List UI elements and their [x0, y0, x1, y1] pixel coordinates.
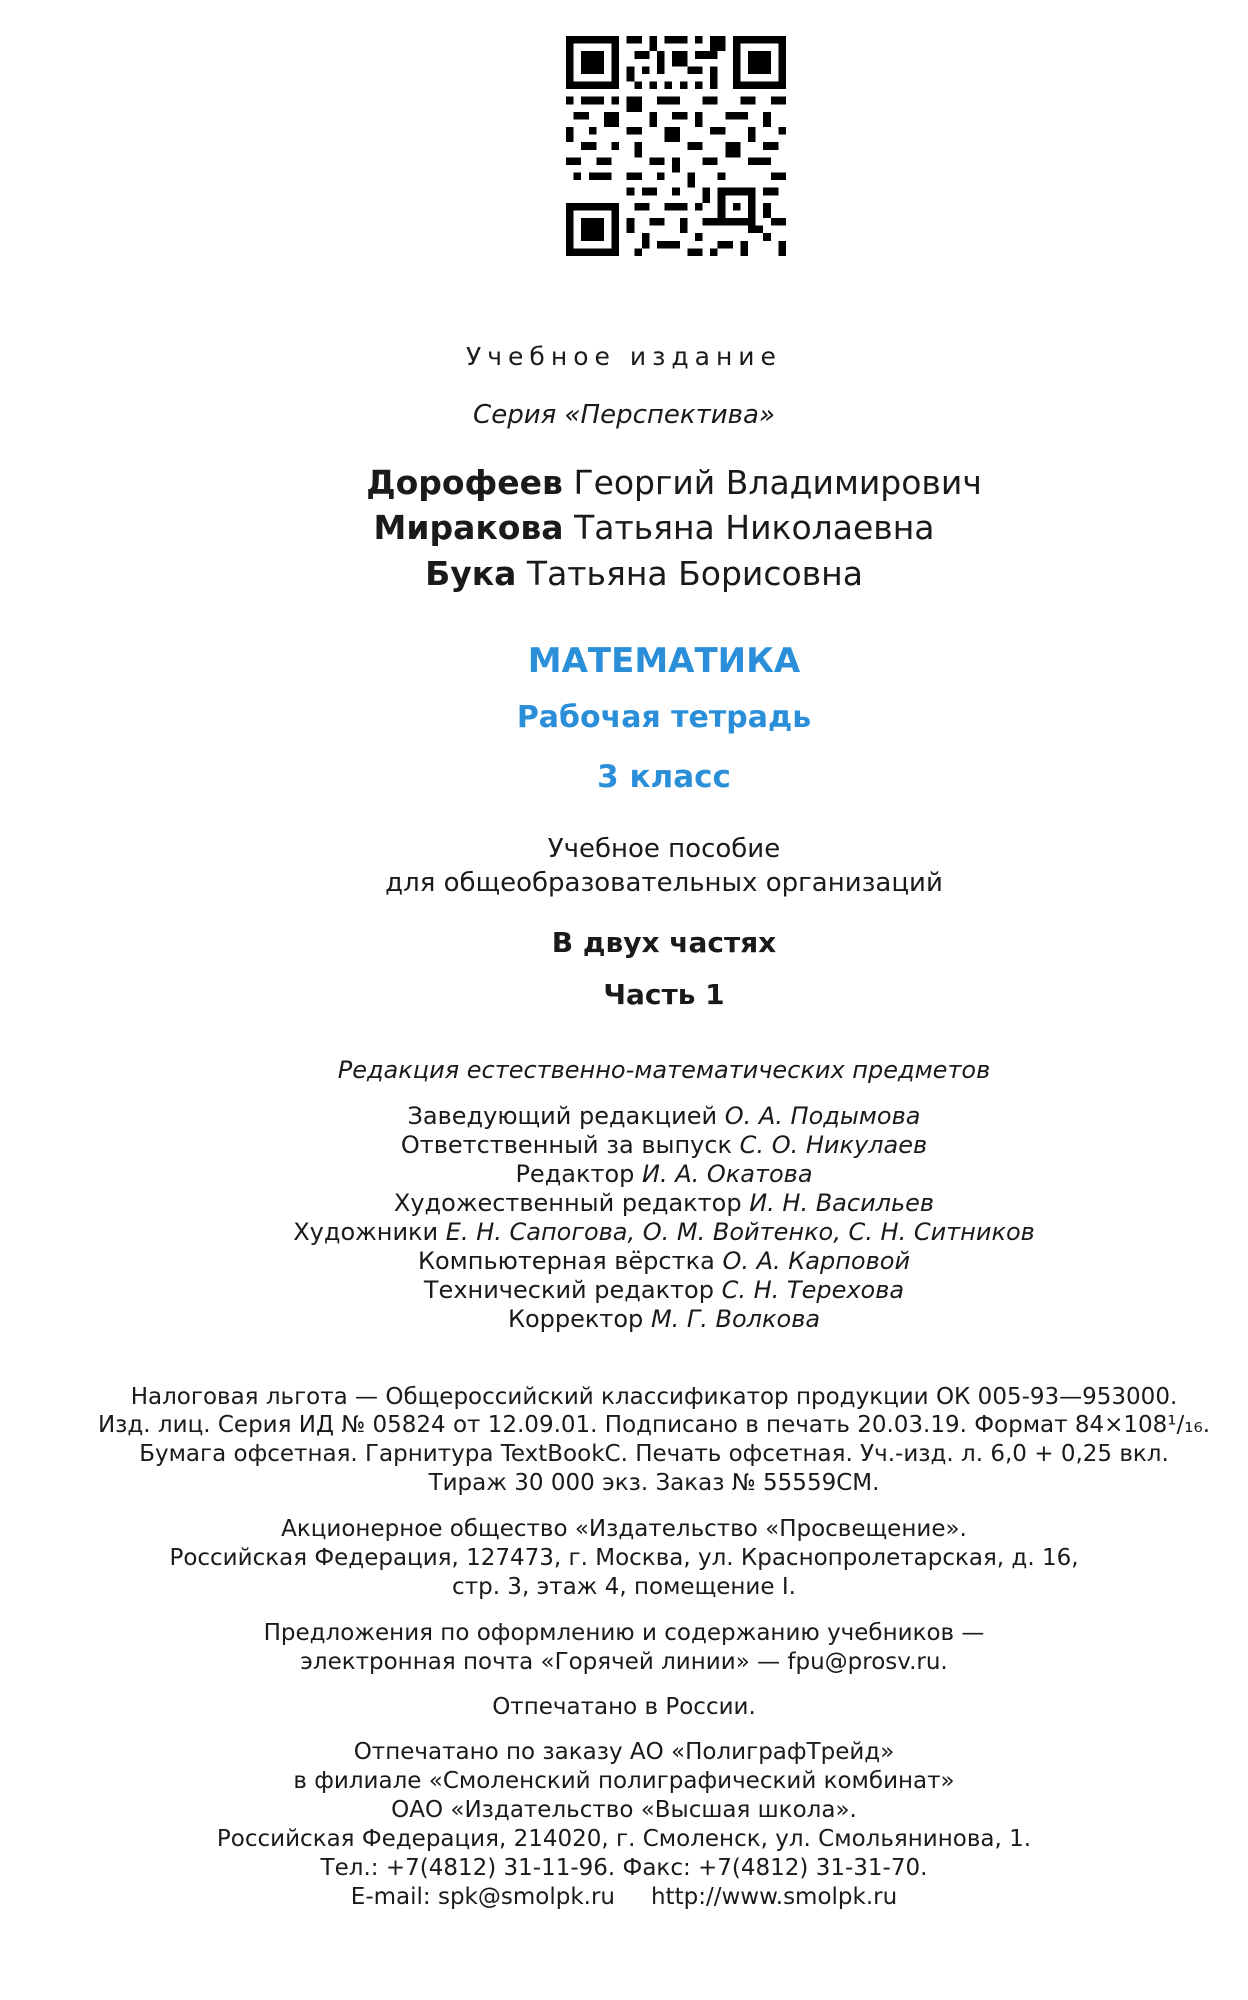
book-purpose-line-2: для общеобразовательных организаций: [385, 868, 943, 898]
book-part: Часть 1: [603, 978, 725, 1011]
credit-role: Компьютерная вёрстка: [417, 1247, 715, 1275]
credit-person: И. А. Окатова: [642, 1160, 813, 1188]
credit-line: [0, 1160, 1248, 1188]
proposals-email-line: электронная почта «Горячей линии» — fpu@prosv.ru.: [300, 1649, 948, 1675]
credit-role: Ответственный за выпуск: [400, 1131, 733, 1159]
credit-person: Е. Н. Сапогова, О. М. Войтенко, С. Н. Ситников: [445, 1218, 1035, 1246]
author-1: [0, 463, 1248, 502]
printer-order-line: Отпечатано по заказу АО «ПолиграфТрейд»: [353, 1739, 895, 1765]
book-grade: 3 класс: [597, 759, 731, 795]
book-title: МАТЕМАТИКА: [527, 641, 801, 681]
imprint-license-line: Изд. лиц. Серия ИД № 05824 от 12.09.01. Подписано в печать 20.03.19. Формат 84×108¹/₁₆.: [97, 1412, 1211, 1438]
printer-phone-line: Тел.: +7(4812) 31-11-96. Факс: +7(4812) 31-31-70.: [320, 1855, 928, 1881]
proposals-line: Предложения по оформлению и содержанию учебников —: [263, 1620, 985, 1646]
credit-person: О. А. Подымова: [724, 1102, 921, 1130]
credit-line: [0, 1276, 1248, 1304]
credit-role: Художники: [293, 1218, 439, 1246]
editorial-department: Редакция естественно-математических предметов: [337, 1056, 991, 1084]
edition-type: Учебное издание: [466, 342, 782, 371]
credit-person: С. Н. Терехова: [721, 1276, 905, 1304]
credit-role: Художественный редактор: [393, 1189, 742, 1217]
credit-role: Технический редактор: [423, 1276, 714, 1304]
book-subtitle: Рабочая тетрадь: [516, 700, 812, 735]
credit-person: И. Н. Васильев: [749, 1189, 935, 1217]
qr-code-icon[interactable]: [566, 34, 786, 258]
credit-line: [0, 1189, 1248, 1217]
credit-person: С. О. Никулаев: [739, 1131, 928, 1159]
printed-in-country: Отпечатано в России.: [492, 1694, 756, 1720]
credit-line: [0, 1218, 1248, 1246]
credit-line: [0, 1305, 1248, 1333]
printer-company-line: ОАО «Издательство «Высшая школа».: [391, 1797, 857, 1823]
credit-role: Редактор: [515, 1160, 635, 1188]
printer-contacts-line: [0, 1884, 1248, 1910]
author-surname: Бука: [425, 554, 517, 593]
book-purpose-line-1: Учебное пособие: [547, 834, 781, 864]
author-surname: Миракова: [373, 508, 564, 547]
printer-address-line: Российская Федерация, 214020, г. Смоленск, ул. Смольянинова, 1.: [216, 1826, 1032, 1852]
credit-role: Заведующий редакцией: [407, 1102, 718, 1130]
credit-line: [0, 1131, 1248, 1159]
author-given-name: Георгий Владимирович: [573, 463, 982, 502]
printer-website-link[interactable]: http://www.smolpk.ru: [650, 1884, 898, 1910]
imprint-tax-line: Налоговая льгота — Общероссийский классификатор продукции ОК 005-93—953000.: [130, 1384, 1178, 1410]
credit-line: [0, 1102, 1248, 1130]
publisher-name: Акционерное общество «Издательство «Просвещение».: [281, 1516, 967, 1542]
printer-branch-line: в филиале «Смоленский полиграфический комбинат»: [293, 1768, 955, 1794]
author-surname: Дорофеев: [366, 463, 563, 502]
credit-person: М. Г. Волкова: [650, 1305, 821, 1333]
credit-role: Корректор: [507, 1305, 644, 1333]
author-given-name: Татьяна Николаевна: [574, 508, 935, 547]
publisher-address: Российская Федерация, 127473, г. Москва, ул. Краснопролетарская, д. 16,: [169, 1545, 1079, 1571]
imprint-print-run-line: Тираж 30 000 экз. Заказ № 55559СМ.: [428, 1470, 880, 1496]
publisher-address-detail: стр. 3, этаж 4, помещение I.: [452, 1574, 796, 1600]
series-name: Серия «Перспектива»: [473, 400, 775, 430]
book-parts: В двух частях: [551, 926, 777, 959]
author-2: [0, 508, 1248, 547]
credit-line: [0, 1247, 1248, 1275]
imprint-paper-line: Бумага офсетная. Гарнитура TextBookC. Печать офсетная. Уч.-изд. л. 6,0 + 0,25 вкл.: [139, 1441, 1169, 1467]
author-given-name: Татьяна Борисовна: [526, 554, 863, 593]
author-3: [0, 554, 1248, 593]
credit-person: О. А. Карповой: [722, 1247, 911, 1275]
printer-email[interactable]: E-mail: spk@smolpk.ru: [350, 1884, 615, 1910]
